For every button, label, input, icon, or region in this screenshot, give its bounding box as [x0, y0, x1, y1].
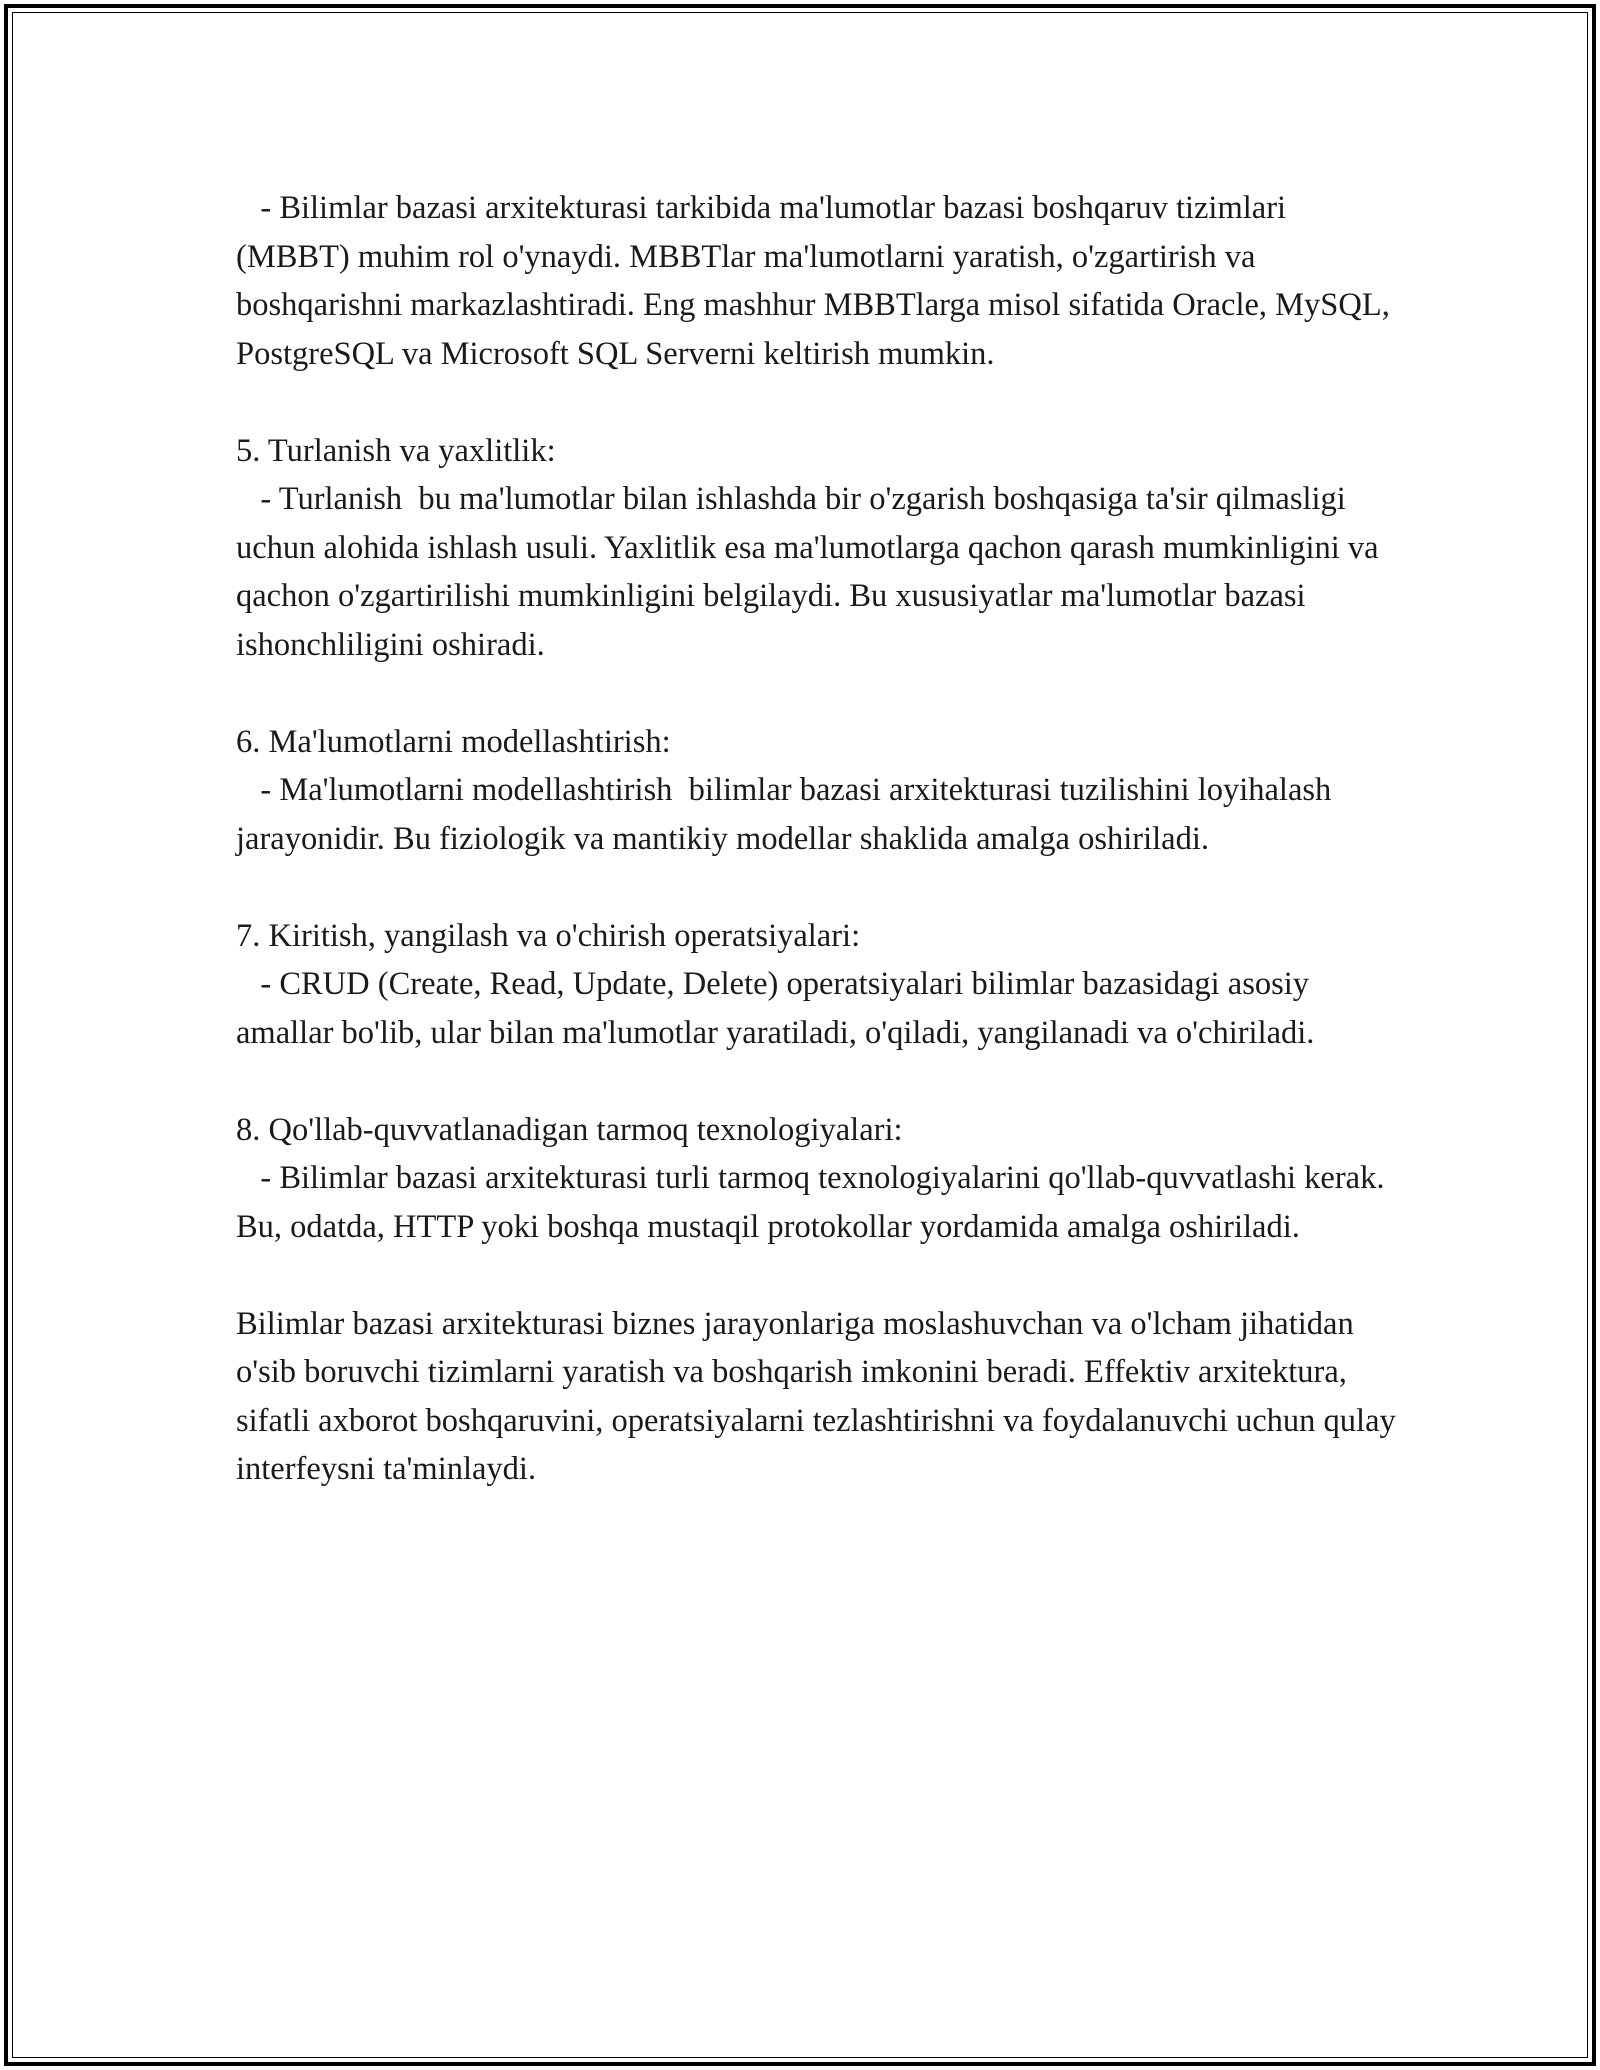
section-heading: 7. Kiritish, yangilash va o'chirish operatsiyalari:	[236, 917, 861, 954]
section-6	[236, 718, 1396, 864]
intro-paragraph: - Bilimlar bazasi arxitekturasi tarkibida ma'lumotlar bazasi boshqaruv tizimlari (MBBT) muhim rol o'ynaydi. MBBTlar ma'lumotlarni yaratish, o'zgartirish va boshqarishni markazlashtiradi. Eng mashhur MBBTlarga misol sifatida Oracle, MySQL, PostgreSQL va Microsoft SQL Serverni keltirish mumkin.	[236, 190, 1398, 372]
section-body: - Bilimlar bazasi arxitekturasi turli tarmoq texnologiyalarini qo'llab-quvvatlashi kerak. Bu, odatda, HTTP yoki boshqa mustaqil protokollar yordamida amalga oshiriladi.	[236, 1160, 1393, 1245]
section-heading: 6. Ma'lumotlarni modellashtirish:	[236, 723, 671, 760]
section-heading: 5. Turlanish va yaxlitlik:	[236, 432, 556, 469]
section-body: - Ma'lumotlarni modellashtirish bilimlar bazasi arxitekturasi tuzilishini loyihalash jarayonidir. Bu fiziologik va mantikiy modellar shaklida amalga oshiriladi.	[236, 772, 1340, 857]
section-heading: 8. Qo'llab-quvvatlanadigan tarmoq texnologiyalari:	[236, 1111, 903, 1148]
section-body: - Turlanish bu ma'lumotlar bilan ishlashda bir o'zgarish boshqasiga ta'sir qilmasligi uchun alohida ishlash usuli. Yaxlitlik esa ma'lumotlarga qachon qarash mumkinligini va qachon o'zgartirilishi mumkinligini belgilaydi. Bu xususiyatlar ma'lumotlar bazasi ishonchliligini oshiradi.	[236, 481, 1387, 663]
section-5	[236, 427, 1396, 670]
document-body	[236, 184, 1404, 1542]
section-7	[236, 912, 1396, 1058]
section-body: - CRUD (Create, Read, Update, Delete) operatsiyalari bilimlar bazasidagi asosiy amallar bo'lib, ular bilan ma'lumotlar yaratiladi, o'qiladi, yangilanadi va o'chiriladi.	[236, 966, 1318, 1051]
section-8	[236, 1106, 1396, 1252]
closing-paragraph: Bilimlar bazasi arxitekturasi biznes jarayonlariga moslashuvchan va o'lcham jihatidan o'sib boruvchi tizimlarni yaratish va boshqarish imkonini beradi. Effektiv arxitektura, sifatli axborot boshqaruvini, operatsiyalarni tezlashtirishni va foydalanuvchi uchun qulay interfeysni ta'minlaydi.	[236, 1305, 1404, 1487]
